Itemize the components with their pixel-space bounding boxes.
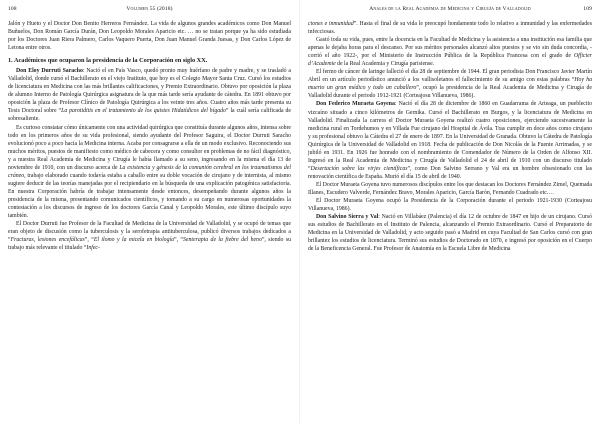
- paragraph-muraeta: Don Federico Muraeta Goyena: Nació el día 28 de diciembre de 1860 en Guadarrama de Arteaga, un pueblecito vizcaíno situado a cinco kilómetros de Gernika. Cursó el Bachillerato en Burgos, y la licenciatura de Medicina en Valladolid. Finalizada la carrera el Doctor Muraeta Goyena realizó cuatro oposiciones, ejerciendo sucesivamente la medicina rural en Tordehumos y en Villada Fue cirujano del Hospital de Ávila. Tras cumplir en doce años como cirujano y su profesional obtuvo la Cátedra el 27 de enero de 1897. En la Universidad de Granada. Obtuvo la Cátedra de Patología Quirúrgica de la Universidad de Valladolid en 1918. Fecha de publicación de Don Nicolás de la Fuente Arrimadas, y se jubiló en 1931. En 1926 fue honrado con el nombramiento de Comendador de Número de la Orden de Alfonso XII. Ingresó en la Real Academia de Medicina y Cirugía de Valladolid el 24 de abril de 1910 con un discurso titulado “Desertación sobre las virjes científicas”, como Don Salvino Serrano y Val era un hombre obsesionado con las renovación científica de España. Murió el día 15 de abril de 1940.: [308, 101, 592, 180]
- paragraph-durruti: Don Eloy Durruti Saracho: Nació el en País Vasco, quedó pronto muy huérfano de padre y madre, y se trasladó a Valladolid, donde cursó el Bachillerato en el viejo Instituto, que hoy es el Colegio Mayor Santa Cruz. Cursó los estudios de licenciatura en Medicina con las más brillantes calificaciones, y Premio Extraordinario. Obtuvo por oposición la plaza de alumno Interno de Patología Quirúrgica asignatura de la que más tarde sería ayudante de cátedra. En 1891 obtuvo por oposición la plaza de Profesor Clínico de Patología Quirúrgica a los veinte tres años. Cuatro años más tarde presenta su Tesis Doctoral sobre “La parotiditis en el tratamiento de los quistes Hidatídicos del hígado” la cuál sería calificada de sobresaliente.: [8, 68, 291, 123]
- paragraph-durruti-works: El Doctor Durruti fue Profesor de la Facultad de Medicina de la Universidad de Valladolid, y se ocupó de temas que eran objeto de discusión como la tuberculosis y la serofetrapia antituberculosa, publicó diversos trabajos dedicados a “Fracturas, lesiones encefálicas”, “El ilomo y la micela en biología”, “Senterapia de la fiebre del heno”, siendo su trabajo más relevante el titulado “Infec-: [8, 221, 291, 252]
- left-running-head: Volumen 55 (2018): [126, 6, 173, 12]
- continued-paragraph: ciones e inmunidad”. Hasta el final de su vida le preocupó hondamente todo lo relativo a inmunidad y las enfermedades infecciosas.: [308, 21, 592, 36]
- left-page-body: [8, 20, 291, 419]
- right-page-body: [308, 20, 592, 419]
- paragraph-disciples: El Doctor Muraeta Goyena tuvo numerosos discípulos entre los que destacan los Doctores Fernández Zimel, Quemada Illanes, Escudero Valverde, Fernández Bravo, Morales Aparicio, García Barón, Fernando Cuadrado etc.…: [308, 181, 592, 196]
- person-name: Don Salvino Sierra y Val: [316, 214, 379, 221]
- paragraph-durruti-career: Es curioso constatar cómo únicamente con una actividad quirúrgica que constituía durante algunos años, intensa sobre todo en los primeros años de su vida profesional, siendo ayudante del Profesor Saguira, el Doctor Durruti Saracho evolucionó poco a poco hacia la Medicina interna. Acaba por consagrarse a ella de un modo exclusivo. Reconociendo sus muchos méritos, puestos de manifiesto como médico de cabecera y como consultor en problemas de no fácil diagnóstico, y a nuestra Real Academia de Medicina y Cirugía le había llamado a su seno, ingresando en la misma el día 13 de noviembre de 1910, con un discurso acerca de La existencia y génesis de la comunión cerebral en los traumatismos del cráneo, trabajo elaborado cuando todavía estaba a caballo entre su doble vocación de cirujano y de internista, al mismo sugiere deducir de las teorías manejadas por el recipiendario en la búsqueda de una explicación patogénica satisfactoria. En nuestra Corporación habría de trabajar intensamente desde entonces, desempeñando durante algunos años la presidencia de la misma, presentando comunicados científicos, y tomando a su cargo en numerosas oportunidades la contestación a los discursos de ingreso de los doctores García Canal y Leopoldo Morales, este último discípulo suyo también.: [8, 124, 291, 220]
- paragraph-sierra: Don Salvino Sierra y Val: Nació en Villabáez (Palencia) el día 12 de octubre de 1847 en hijo de un cirujano. Cursó sus estudios de Bachillerato en el Instituto de Palencia, alcanzando el Premio Extraordinario. Cursó el Preparatorio de Medicina en la Universidad de Valladolid, y acto seguido pasó a Madrid en cuya Facultad de San Carlos cursó con gran brillantez los estudios de licenciatura. Terminó sus estudios de Doctorado en 1870, e ingresó por oposición en el Cuerpo de la Beneficencia General. Fue Profesor de Anatomía en la Escuela Libre de Medicina: [308, 214, 592, 253]
- person-name: Don Eloy Durruti Saracho: [16, 68, 83, 75]
- right-page: [300, 0, 600, 423]
- left-page-header: [8, 6, 291, 16]
- left-page-number: 108: [8, 6, 17, 12]
- intro-paragraph: Jalón y Hueto y el Doctor Don Benito Herreros Fernández. La vida de algunos grandes académicos como Don Manuel Buñuelos, Don Román García Durán, Don Leopoldo Morales Aparicio etc. … no se tratan porque ya ha sido estudiada por los Doctores Juan Riera Palmero, Carlos Vaquero Puerta, Don Juan Manuel Granda Juesas, y Don Carlos López de Letona entre otros.: [8, 21, 291, 52]
- right-page-header: [308, 6, 592, 16]
- person-name: Don Federico Muraeta Goyena: [316, 101, 395, 108]
- section-heading: 1. Académicos que ocuparon la presidencia de la Corporación en siglo XX.: [8, 57, 208, 65]
- right-page-number: 109: [583, 6, 592, 12]
- right-running-head: Anales de la Real Academia de Medicina y Cirugía de Valladolid: [369, 6, 531, 12]
- paragraph-presidency: El Doctor Muraeta Goyena ocupó la Presidencia de la Corporación durante el periodo 1921-1930 (Corteajosu Villanueva, 1986).: [308, 198, 592, 213]
- paragraph-death: El fermo de cáncer de laringe falleció el día 28 de septiembre de 1944. El gran periodista Don Francisco Javier Martín Abril en un artículo periodístico anunció a los vallisoletanos el fallecimiento de su amigo con estas palabras “Hoy ha muerto un gran médico y todo un caballero”, ocupó la presidencia de la Real Academia de Medicina y Cirugía de Valladolid durante el periodo 1912-1921 (Corteajosu Villanueva, 1986).: [308, 69, 592, 100]
- paragraph-teaching: Gastó toda su vida, pues, entre la docencia en la Facultad de Medicina y la asistencia a una institución esa familia que apenas le dejaba horas para el descanso. Por sus méritos personales alcanzó altos puestos y se vio sin duda concordia, -corrió el año 1922-, por el Ministerio de Instrucción Pública de la República Francesa con el grado de Officier d’Academie de la Real Academia y Cirugía parisiense.: [308, 37, 592, 68]
